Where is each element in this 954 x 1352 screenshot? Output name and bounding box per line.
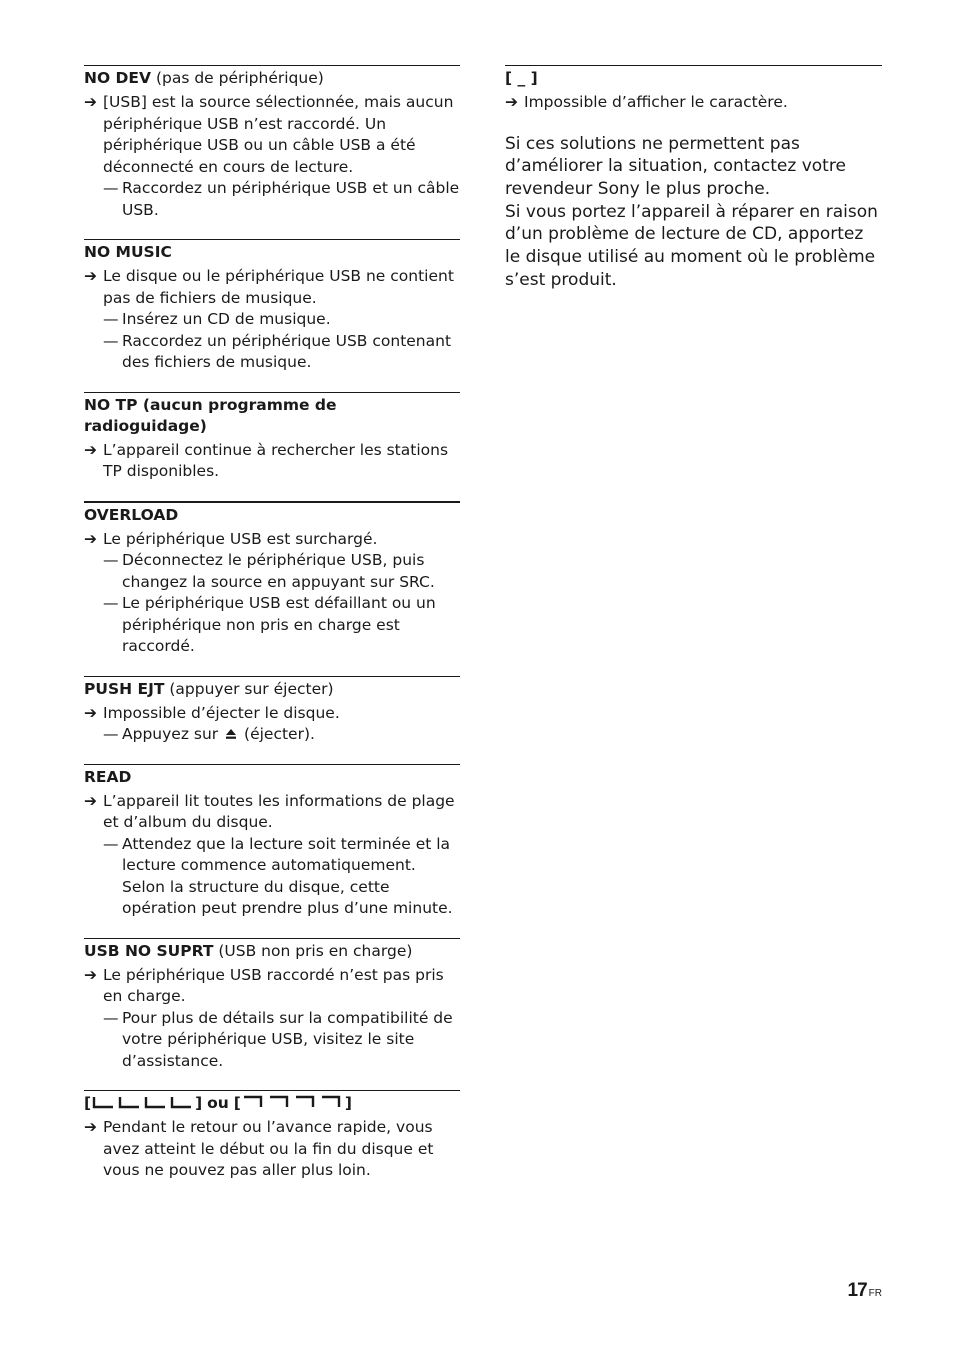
arrow-right-icon: ➔ — [505, 93, 518, 111]
message-no-dev — [84, 65, 460, 221]
language-code: FR — [868, 1288, 882, 1299]
message-unknown-character — [505, 65, 882, 114]
cause-item: ➔ Le disque ou le périphérique USB ne contient pas de fichiers de musique. — [84, 267, 454, 307]
message-no-music — [84, 239, 460, 374]
remedy-item: — Pour plus de détails sur la compatibilité de votre périphérique USB, visitez le site d’assistance. — [103, 1008, 453, 1070]
segment-bottom-left-glyphs — [91, 1094, 195, 1110]
segment-top-right-glyphs — [241, 1094, 345, 1110]
dash-marker: — — [103, 310, 119, 328]
remedy-item: — Insérez un CD de musique. — [84, 309, 460, 331]
message-no-tp — [84, 392, 460, 483]
message-usb-no-suprt — [84, 938, 460, 1073]
cause-item: ➔ Impossible d’afficher le caractère. — [505, 92, 882, 114]
cause-item: ➔ Le périphérique USB raccordé n’est pas pris en charge. — [84, 965, 444, 1005]
left-column — [84, 65, 460, 1182]
cause-item: ➔ Le périphérique USB est surchargé. — [84, 529, 460, 551]
remedy-item: — Appuyez sur (éjecter). — [84, 724, 460, 746]
message-push-ejt — [84, 676, 460, 746]
right-column — [505, 65, 882, 291]
cause-item: ➔ L’appareil continue à rechercher les stations TP disponibles. — [84, 440, 449, 480]
message-title-connector: ou — [207, 1094, 229, 1112]
arrow-right-icon: ➔ — [84, 703, 97, 722]
arrow-right-icon: ➔ — [84, 93, 97, 111]
message-title: [ _ ] — [505, 69, 538, 87]
dash-marker: — — [103, 551, 119, 569]
dash-marker: — — [103, 834, 119, 853]
dash-marker: — — [103, 179, 119, 197]
remedy-item: — Le périphérique USB est défaillant ou un périphérique non pris en charge est raccordé. — [103, 594, 436, 655]
contact-dealer-paragraph: Si ces solutions ne permettent pas d’améliorer la situation, contactez votre revendeur Sony le plus proche. — [505, 133, 846, 199]
cause-item: ➔ Impossible d’éjecter le disque. — [84, 703, 460, 725]
message-title: NO MUSIC — [84, 243, 172, 261]
message-title: PUSH EJT — [84, 679, 165, 698]
message-title: NO DEV — [84, 69, 151, 87]
arrow-right-icon: ➔ — [84, 791, 97, 810]
message-title: NO TP (aucun programme de radioguidage) — [84, 395, 337, 435]
dash-marker: — — [103, 725, 119, 743]
arrow-right-icon: ➔ — [84, 267, 97, 285]
cause-item: ➔ [USB] est la source sélectionnée, mais aucun périphérique USB n’est raccordé. Un périphérique USB ou un câble USB a été déconnecté en cours de lecture. — [84, 93, 454, 176]
repair-paragraph: Si vous portez l’appareil à réparer en raison d’un problème de lecture de CD, apportez le disque utilisé au moment où le problème s’est produit. — [505, 201, 878, 290]
message-subtitle: (appuyer sur éjecter) — [169, 679, 334, 698]
dash-marker: — — [103, 331, 119, 350]
page-number: 17 FR — [847, 1280, 882, 1301]
message-title: READ — [84, 767, 132, 786]
remedy-item: — Déconnectez le périphérique USB, puis changez la source en appuyant sur SRC. — [103, 551, 435, 591]
message-title: USB NO SUPRT — [84, 941, 214, 960]
remedy-item: — Raccordez un périphérique USB et un câble USB. — [103, 179, 460, 219]
message-read — [84, 764, 460, 920]
remedy-item: — Raccordez un périphérique USB contenant des fichiers de musique. — [103, 331, 452, 371]
arrow-right-icon: ➔ — [84, 529, 97, 548]
message-subtitle: (USB non pris en charge) — [218, 941, 413, 960]
dash-marker: — — [103, 594, 119, 612]
message-title: OVERLOAD — [84, 505, 179, 524]
cause-item: ➔ L’appareil lit toutes les informations de plage et d’album du disque. — [84, 791, 455, 831]
message-subtitle: (pas de périphérique) — [155, 69, 324, 87]
message-overload — [84, 501, 460, 658]
message-disc-limit: [ ] ou [ ] ➔ Pendant le retour ou l’avance rapide, vous avez atteint le début ou la fin du disque et vous ne pouvez pas aller plus loin. — [84, 1090, 460, 1182]
eject-icon — [225, 725, 237, 737]
cause-item: ➔ Pendant le retour ou l’avance rapide, vous avez atteint le début ou la fin du disque et vous ne pouvez pas aller plus loin. — [84, 1118, 434, 1179]
dash-marker: — — [103, 1008, 119, 1027]
arrow-right-icon: ➔ — [84, 440, 97, 459]
arrow-right-icon: ➔ — [84, 1118, 97, 1136]
remedy-item: — Attendez que la lecture soit terminée et la lecture commence automatiquement. Selon la structure du disque, cette opération peut prendre plus d’une minute. — [103, 834, 453, 917]
arrow-right-icon: ➔ — [84, 965, 97, 984]
